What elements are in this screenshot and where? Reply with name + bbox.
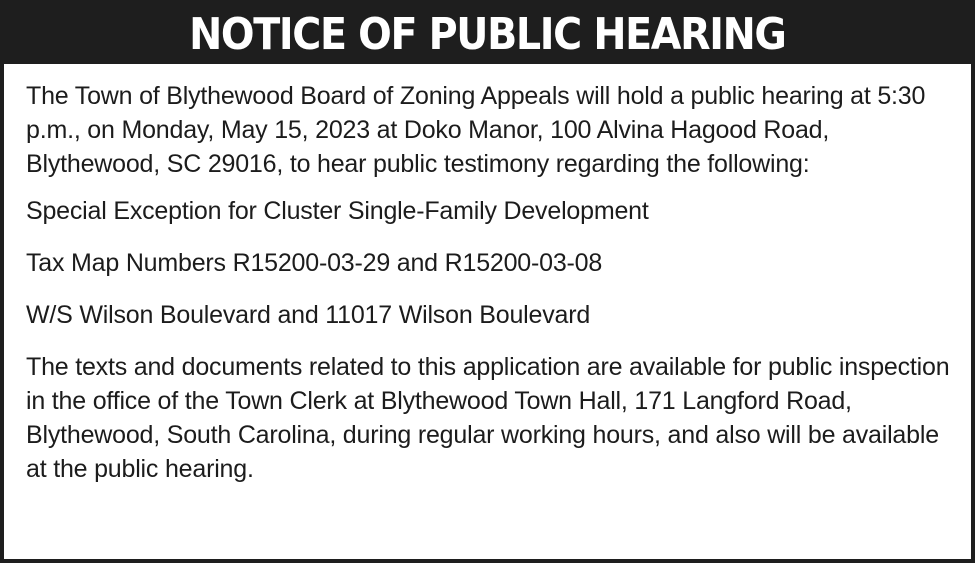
property-location: W/S Wilson Boulevard and 11017 Wilson Boulevard [26,301,591,329]
closing-paragraph: The texts and documents related to this application are available for public inspection in the office of the Town Clerk at Blythewood Town Hall, 171 Langford Road, Blythewood, South Carolina, during regular working hours, and also will be available at the public hearing. [26,353,950,483]
notice-header [4,4,971,64]
notice-body [26,79,951,486]
tax-map-numbers: Tax Map Numbers R15200-03-29 and R15200-03-08 [26,249,603,277]
notice-title: NOTICE OF PUBLIC HEARING [189,9,786,60]
intro-paragraph: The Town of Blythewood Board of Zoning Appeals will hold a public hearing at 5:30 p.m., on Monday, May 15, 2023 at Doko Manor, 100 Alvina Hagood Road, Blythewood, SC 29016, to hear public testimony regarding the following: [26,82,926,178]
hearing-subject: Special Exception for Cluster Single-Family Development [26,197,649,225]
